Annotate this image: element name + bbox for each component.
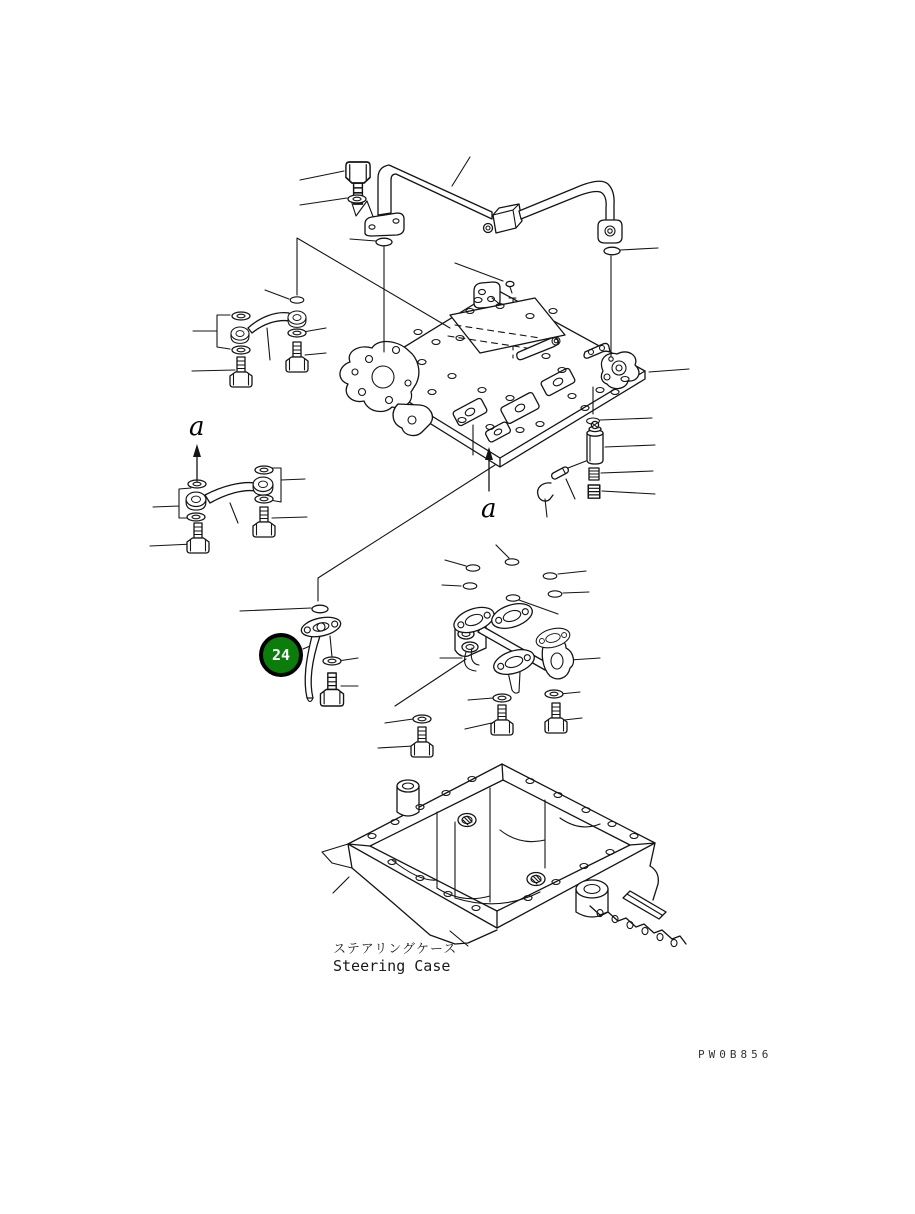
tube (248, 313, 290, 333)
bolt (411, 727, 433, 757)
view-marker-a-center: a (481, 494, 497, 524)
manifold-group (378, 545, 600, 757)
washer (545, 690, 563, 698)
washer (348, 195, 366, 203)
o-ring (312, 605, 328, 613)
case-boss-hole-2 (527, 873, 545, 886)
washer (323, 657, 341, 665)
view-arrow-left (193, 444, 201, 481)
bolt (491, 705, 513, 735)
o-ring (543, 573, 557, 579)
steering-case (322, 764, 686, 947)
banjo-tube-lower (150, 444, 307, 553)
spring (589, 468, 599, 480)
caption-english: Steering Case (333, 957, 451, 975)
o-ring (463, 583, 477, 589)
o-ring (505, 559, 519, 565)
callout-number: 24 (271, 646, 291, 664)
view-marker-a-left: a (189, 412, 205, 442)
tube (205, 483, 256, 503)
pipe-flange-right (598, 220, 622, 243)
o-ring (290, 297, 304, 303)
banjo-tube-upper (192, 311, 326, 387)
case-boss-cylinder (397, 780, 419, 816)
caption-steering-case (333, 941, 457, 975)
bolt (545, 703, 567, 733)
o-ring (376, 238, 392, 246)
o-ring (548, 591, 562, 597)
o-ring (506, 595, 520, 601)
caption-japanese: ステアリングケース (333, 942, 458, 957)
o-ring (466, 565, 480, 571)
leader-steering-case (333, 877, 349, 893)
filter-valve (587, 421, 603, 464)
washer (413, 715, 431, 723)
pin (551, 466, 570, 480)
spring (588, 485, 600, 498)
bolt (320, 673, 343, 706)
callout-balloon-24[interactable] (259, 633, 303, 677)
clip (538, 483, 553, 517)
o-ring (604, 247, 620, 255)
washer (493, 694, 511, 702)
case-boss-hole-1 (458, 814, 476, 827)
drawing-number: PW0B856 (698, 1048, 773, 1061)
pipe-tube (378, 165, 492, 219)
